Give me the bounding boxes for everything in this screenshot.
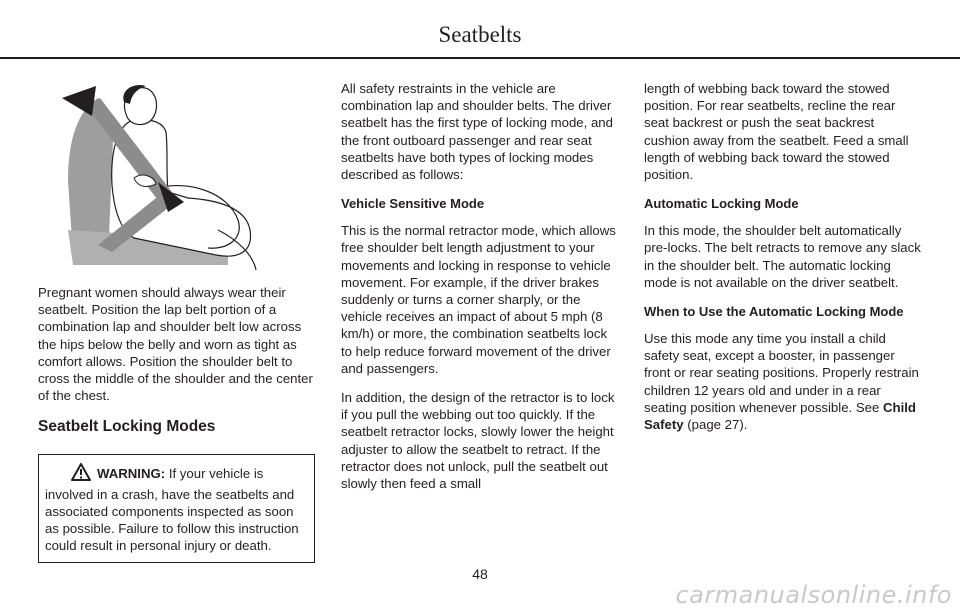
when-to-use-paragraph	[644, 330, 921, 433]
page-header	[0, 0, 960, 60]
warning-text: If your vehicle is involved in a crash, have the seatbelts and associated components inspected as soon as possible. Failure to follow this instruction could result in personal injury or death.	[45, 466, 299, 554]
page-reference: (page 27).	[683, 417, 748, 433]
warning-label: WARNING:	[97, 466, 166, 482]
page-number: 48	[472, 566, 488, 582]
pregnancy-caption: Pregnant women should always wear their seatbelt. Position the lap belt portion of a combination lap and shoulder belt low across the hips below the belly and worn as tight as comfort allows. Position the shoulder belt to cross the middle of the shoulder and the center of the chest.	[38, 285, 313, 404]
intro-paragraph: All safety restraints in the vehicle are combination lap and shoulder belts. The driver seatbelt has the first type of locking mode, and the front outboard passenger and rear seat seatbelts have both types of locking modes described as follows:	[341, 81, 613, 183]
child-safety-link[interactable]: Child Safety	[644, 399, 916, 433]
header-divider	[0, 57, 960, 59]
section-heading: Seatbelt Locking Modes	[38, 418, 216, 436]
page-title: Seatbelts	[438, 22, 522, 47]
pregnant-woman-seatbelt-illustration	[38, 80, 278, 270]
warning-triangle-icon	[71, 463, 91, 485]
column-middle	[341, 80, 618, 504]
when-to-use-text: Use this mode any time you install a child safety seat, except a booster, in passenger front or rear seating positions. Properly restrain children 12 years old and under in a rear seating position whenever possible. See	[644, 331, 919, 415]
retractor-paragraph: In addition, the design of the retractor is to lock if you pull the webbing out too quickly. If the seatbelt retractor locks, slowly lower the height adjuster to allow the seatbelt to retract. If the retractor does not unlock, pull the seatbelt out slowly then feed a small	[341, 390, 615, 492]
column-left	[38, 80, 315, 563]
automatic-locking-heading: Automatic Locking Mode	[644, 196, 799, 212]
when-to-use-heading: When to Use the Automatic Locking Mode	[644, 304, 904, 320]
watermark: carmanualsonline.info	[675, 581, 952, 609]
warning-box	[38, 454, 315, 563]
continued-paragraph: length of webbing back toward the stowed position. For rear seatbelts, recline the rear seat backrest or push the seat backrest cushion away from the seatbelt. Feed a small length of webbing back toward the stowed position.	[644, 81, 909, 183]
automatic-locking-paragraph: In this mode, the shoulder belt automatically pre-locks. The belt retracts to remove any slack in the shoulder belt. The automatic locking mode is not available on the driver seatbelt.	[644, 223, 921, 290]
vehicle-sensitive-paragraph: This is the normal retractor mode, which allows free shoulder belt length adjustment to your movements and locking in response to vehicle movement. For example, if the driver brakes suddenly or turns a corner sharply, or the vehicle receives an impact of about 5 mph (8 km/h) or more, the combination seatbelts lock to help reduce forward movement of the driver and passengers.	[341, 223, 616, 376]
column-right	[644, 80, 921, 445]
vehicle-sensitive-heading: Vehicle Sensitive Mode	[341, 196, 485, 212]
